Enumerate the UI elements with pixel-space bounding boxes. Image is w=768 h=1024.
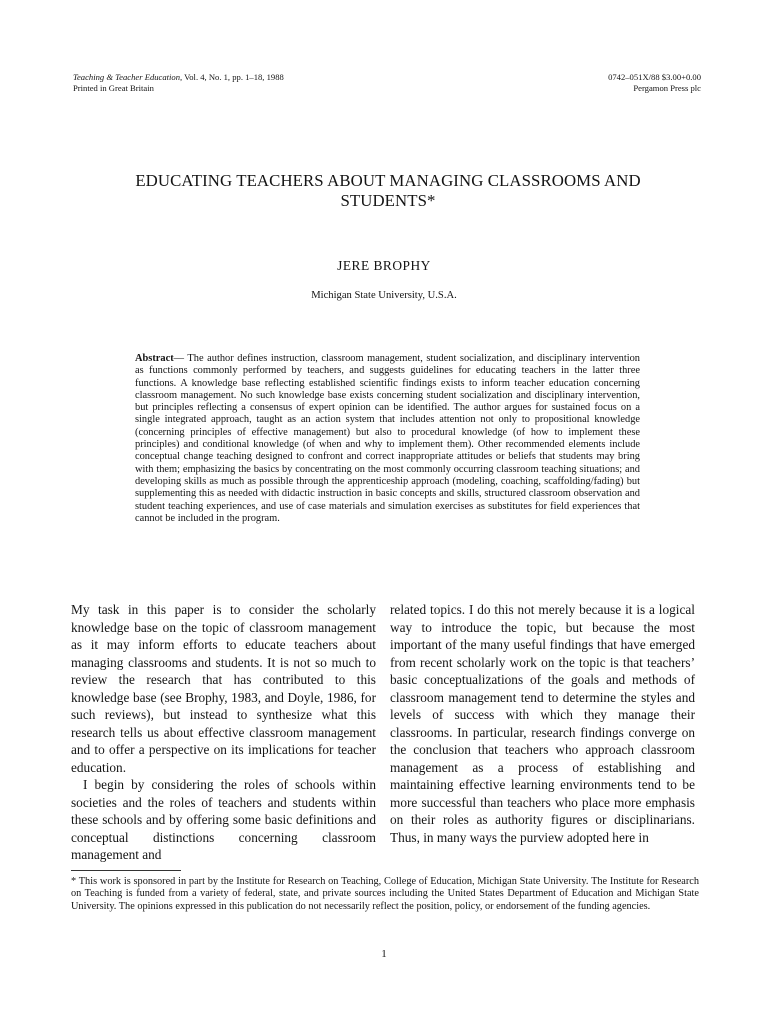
volume-info: Vol. 4, No. 1, pp. 1–18, 1988 — [182, 72, 284, 82]
body-paragraph: My task in this paper is to consider the scholarly knowledge base on the topic of classroom management as it may inform efforts to educate teachers about managing classrooms and students. It is not so much to review the research that has contributed to this knowledge base (see Brophy, 1983, and Doyle, 1986, for such reviews), but instead to synthesize what this research tells us about effective classroom management and to offer a perspective on its implications for teacher education. — [71, 602, 376, 775]
printed-note: Printed in Great Britain — [73, 83, 154, 93]
article-title: EDUCATING TEACHERS ABOUT MANAGING CLASSROOMS AND STUDENTS* — [135, 171, 641, 210]
issn-code: 0742–051X/88 $3.00+0.00 — [608, 72, 701, 82]
publisher: Pergamon Press plc — [633, 83, 701, 93]
author-name: JERE BROPHY — [337, 258, 431, 273]
body-paragraph: related topics. I do this not merely because it is a logical way to introduce the topic, but because the most important of the many useful findings that have emerged from recent scholarly work on the topic is that teachers’ basic conceptualizations of the goals and methods of classroom management tend to determine the styles and levels of success with which they manage their classrooms. In particular, research findings converge on the conclusion that teachers who approach classroom management as a process of establishing and maintaining effective learning environments tend to be more successful than teachers who place more emphasis on their roles as authority figures or disciplinarians. Thus, in many ways the purview adopted here in — [390, 602, 695, 845]
footnote: * This work is sponsored in part by the Institute for Research on Teaching, College of Education, Michigan State University. The Institute for Research on Teaching is funded from a variety of federal, state, and private sources including the United States Department of Education and Michigan State University. The opinions expressed in this publication do not necessarily reflect the position, policy, or endorsement of the funding agencies. — [71, 876, 699, 912]
running-head-left — [73, 72, 284, 94]
page-number: 1 — [381, 948, 387, 960]
journal-name: Teaching & Teacher Education, — [73, 72, 183, 82]
body-column-left — [71, 601, 376, 864]
running-head-right — [608, 72, 701, 94]
footnote-divider — [71, 870, 181, 871]
body-column-right — [390, 601, 695, 846]
abstract-text: — The author defines instruction, classroom management, student socialization, and disciplinary intervention as functions commonly performed by teachers, and suggests guidelines for educating teachers in the latter three functions. A knowledge base reflecting established scientific findings exists to inform teacher education concerning classroom management. No such knowledge base exists concerning student socialization and disciplinary intervention, but principles reflecting a consensus of expert opinion can be identified. The author argues for sustained focus on a single integrated approach, taught as an action system that includes attention not only to propositional knowledge (concerning principles of effective management) but also to procedural knowledge (of how to implement these principles) and conditional knowledge (of when and why to implement them). Other recommended elements include conceptual change teaching designed to confront and correct inappropriate attitudes or beliefs that students may bring with them; emphasizing the basics by concentrating on the most commonly occurring classroom teaching situations; and developing skills as much as possible through the apprenticeship approach (modeling, coaching, scaffolding/fading) but supplementing this as needed with didactic instruction in basic concepts and skills, structured classroom observation and student teaching experiences, and use of case materials and simulation exercises as substitutes for field experiences that cannot be included in the program. — [135, 353, 640, 524]
body-paragraph: I begin by considering the roles of schools within societies and the roles of teachers and students within these schools and by offering some basic definitions and conceptual distinctions concerning classroom management and — [71, 777, 376, 862]
abstract-label: Abstract — [135, 353, 174, 364]
author-affiliation: Michigan State University, U.S.A. — [311, 290, 457, 301]
abstract — [135, 353, 640, 525]
journal-citation — [73, 72, 284, 83]
